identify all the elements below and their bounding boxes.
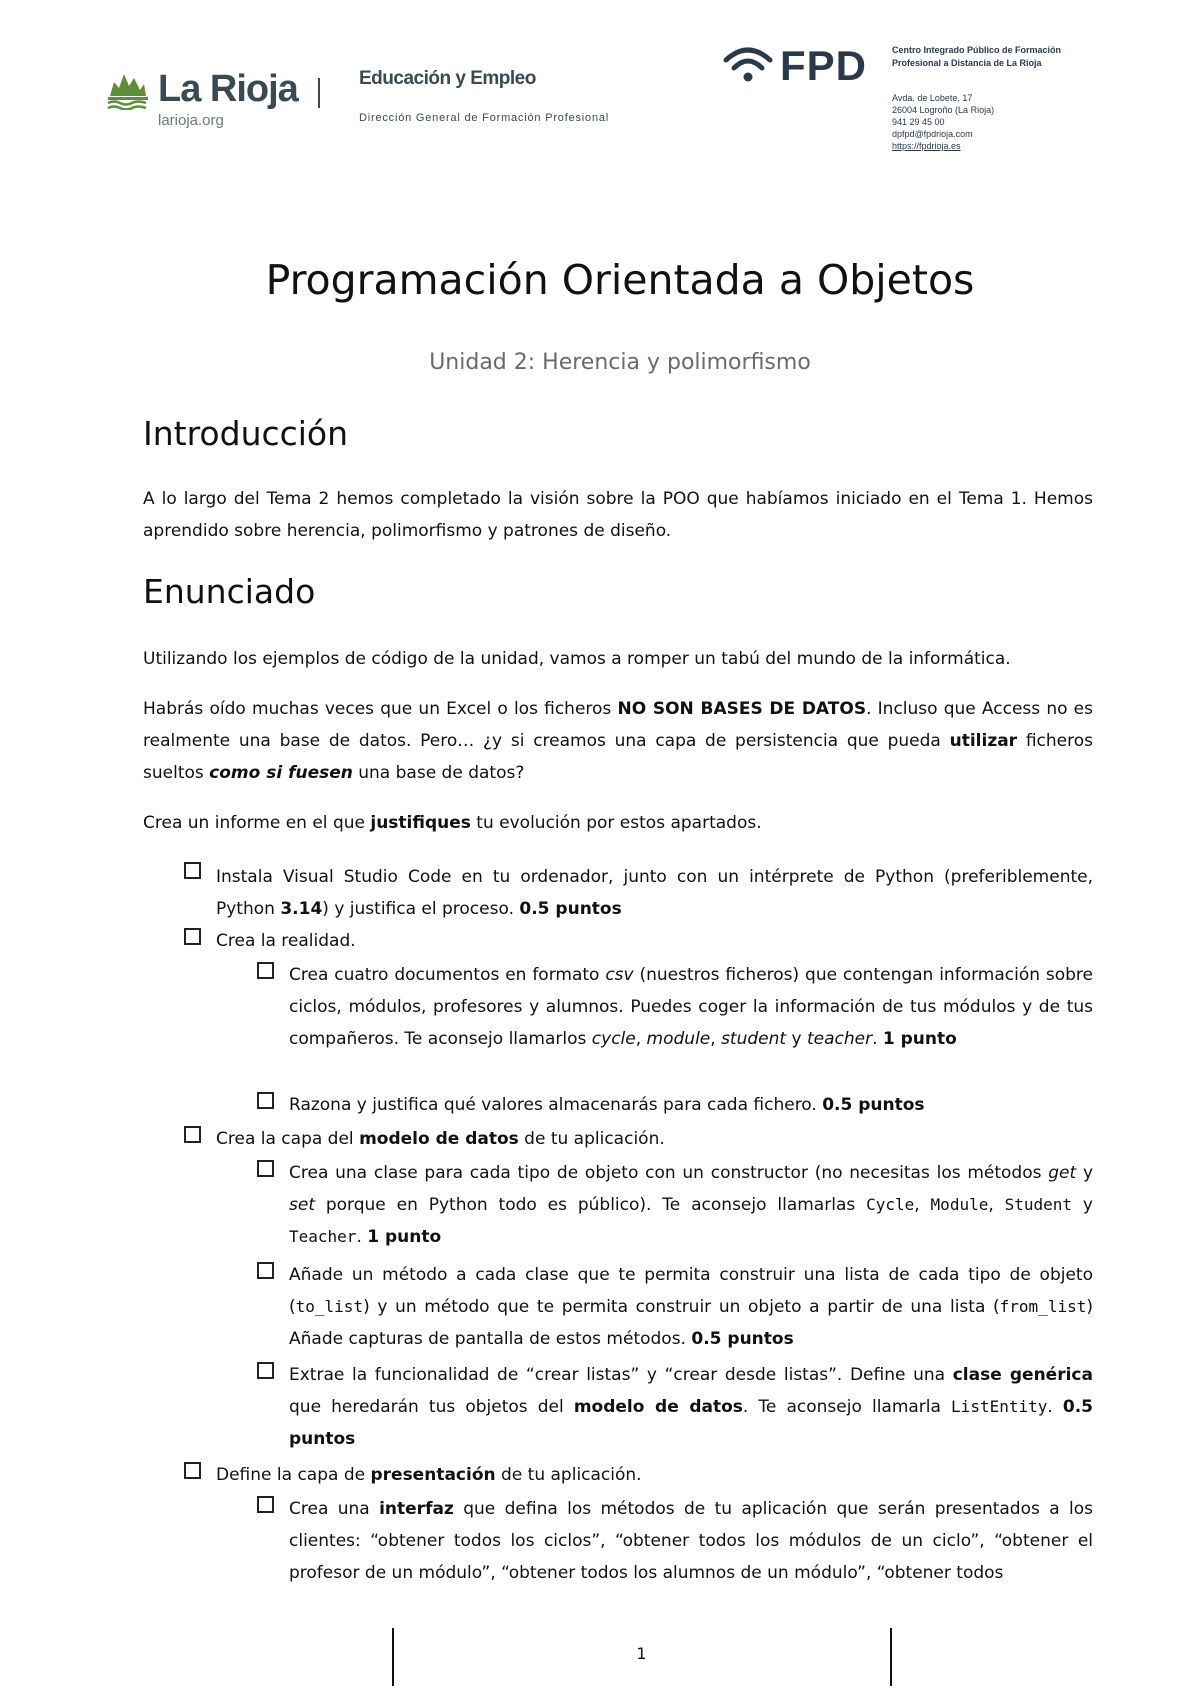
center-address: [892, 92, 1082, 152]
statement-text: Utilizando los ejemplos de código de la unidad, vamos a romper un tabú del mundo de la informática.: [143, 649, 1011, 669]
statement-text: Habrás oído muchas veces que un Excel o los ficheros NO SON BASES DE DATOS. Incluso que Access no es realmente una base de datos. Pero… ¿y si creamos una capa de persistencia que pueda utilizar ficheros sueltos como si fuesen una base de datos?: [143, 699, 1093, 783]
task-item: Define la capa de presentación de tu aplicación.: [216, 1465, 642, 1485]
task-checkbox[interactable]: [184, 928, 201, 945]
la-rioja-logo-icon: [106, 68, 150, 110]
header-separator: [318, 78, 320, 108]
intro-text: A lo largo del Tema 2 hemos completado la visión sobre la POO que habíamos iniciado en el Tema 1. Hemos aprendido sobre herencia, polimorfismo y patrones de diseño.: [143, 489, 1093, 541]
subtask-item: Crea una clase para cada tipo de objeto con un constructor (no necesitas los métodos get y set porque en Python todo es público). Te aconsejo llamarlas Cycle, Module, Student y Teacher. 1 punto: [289, 1163, 1093, 1247]
statement-text: Crea un informe en el que justifiques tu evolución por estos apartados.: [143, 813, 762, 833]
directorate-name: Dirección General de Formación Profesional: [359, 112, 610, 124]
subtask-checkbox[interactable]: [257, 1496, 274, 1513]
task-checkbox[interactable]: [184, 1126, 201, 1143]
subtask-item: Crea una interfaz que defina los métodos de tu aplicación que serán presentados a los clientes: “obtener todos los ciclos”, “obtener todos los módulos de un ciclo”, “obtener el profesor de un módulo”, “obtener todos los alumnos de un módulo”, “obtener todos: [289, 1499, 1094, 1583]
intro-heading: Introducción: [143, 414, 349, 453]
address-line: 941 29 45 00: [892, 117, 945, 127]
task-checkbox[interactable]: [184, 1462, 201, 1479]
statement-paragraph-3: [143, 807, 1093, 839]
intro-paragraph: [143, 483, 1093, 547]
statement-heading: Enunciado: [143, 572, 316, 611]
task-checkbox[interactable]: [184, 862, 201, 879]
department-name: Educación y Empleo: [359, 68, 536, 89]
wifi-icon: [722, 44, 774, 84]
subtask-checkbox[interactable]: [257, 1160, 274, 1177]
page-number: 1: [636, 1644, 647, 1663]
page-title: Programación Orientada a Objetos: [265, 256, 975, 304]
center-web-link[interactable]: https://fpdrioja.es: [892, 141, 961, 151]
fpd-logo-text: FPD: [780, 42, 867, 89]
task-item: Crea la capa del modelo de datos de tu aplicación.: [216, 1129, 665, 1149]
address-line: Avda. de Lobete, 17: [892, 93, 973, 103]
region-name: La Rioja: [158, 68, 298, 110]
statement-paragraph-1: [143, 643, 1093, 675]
task-item: Crea la realidad.: [216, 931, 356, 951]
la-rioja-logo: [106, 66, 296, 136]
subtask-checkbox[interactable]: [257, 962, 274, 979]
subtask-item: Añade un método a cada clase que te permita construir una lista de cada tipo de objeto (to_list) y un método que te permita construir un objeto a partir de una lista (from_list) Añade capturas de pantalla de estos métodos. 0.5 puntos: [289, 1265, 1093, 1349]
fpd-logo: [722, 44, 872, 88]
page-subtitle: Unidad 2: Herencia y polimorfismo: [429, 350, 811, 375]
subtask-item: Extrae la funcionalidad de “crear listas” y “crear desde listas”. Define una clase genérica que heredarán tus objetos del modelo de datos. Te aconsejo llamarla ListEntity. 0.5 puntos: [289, 1365, 1094, 1449]
statement-paragraph-2: [143, 693, 1093, 789]
subtask-checkbox[interactable]: [257, 1262, 274, 1279]
task-item: Instala Visual Studio Code en tu ordenador, junto con un intérprete de Python (preferiblemente, Python 3.14) y justifica el proceso. 0.5 puntos: [216, 867, 1093, 919]
subtask-checkbox[interactable]: [257, 1362, 274, 1379]
subtask-item: Crea cuatro documentos en formato csv (nuestros ficheros) que contengan información sobre ciclos, módulos, profesores y alumnos. Puedes coger la información de tus módulos y de tus compañeros. Te aconsejo llamarlos cycle, module, student y teacher. 1 punto: [289, 965, 1093, 1049]
address-line: 26004 Logroño (La Rioja): [892, 105, 995, 115]
center-name: Centro Integrado Público de Formación Profesional a Distancia de La Rioja: [892, 45, 1062, 68]
address-line[interactable]: dpfpd@fpdrioja.com: [892, 129, 973, 139]
subtask-checkbox[interactable]: [257, 1092, 274, 1109]
region-site: larioja.org: [158, 112, 224, 129]
subtask-item: Razona y justifica qué valores almacenarás para cada fichero. 0.5 puntos: [289, 1095, 925, 1115]
